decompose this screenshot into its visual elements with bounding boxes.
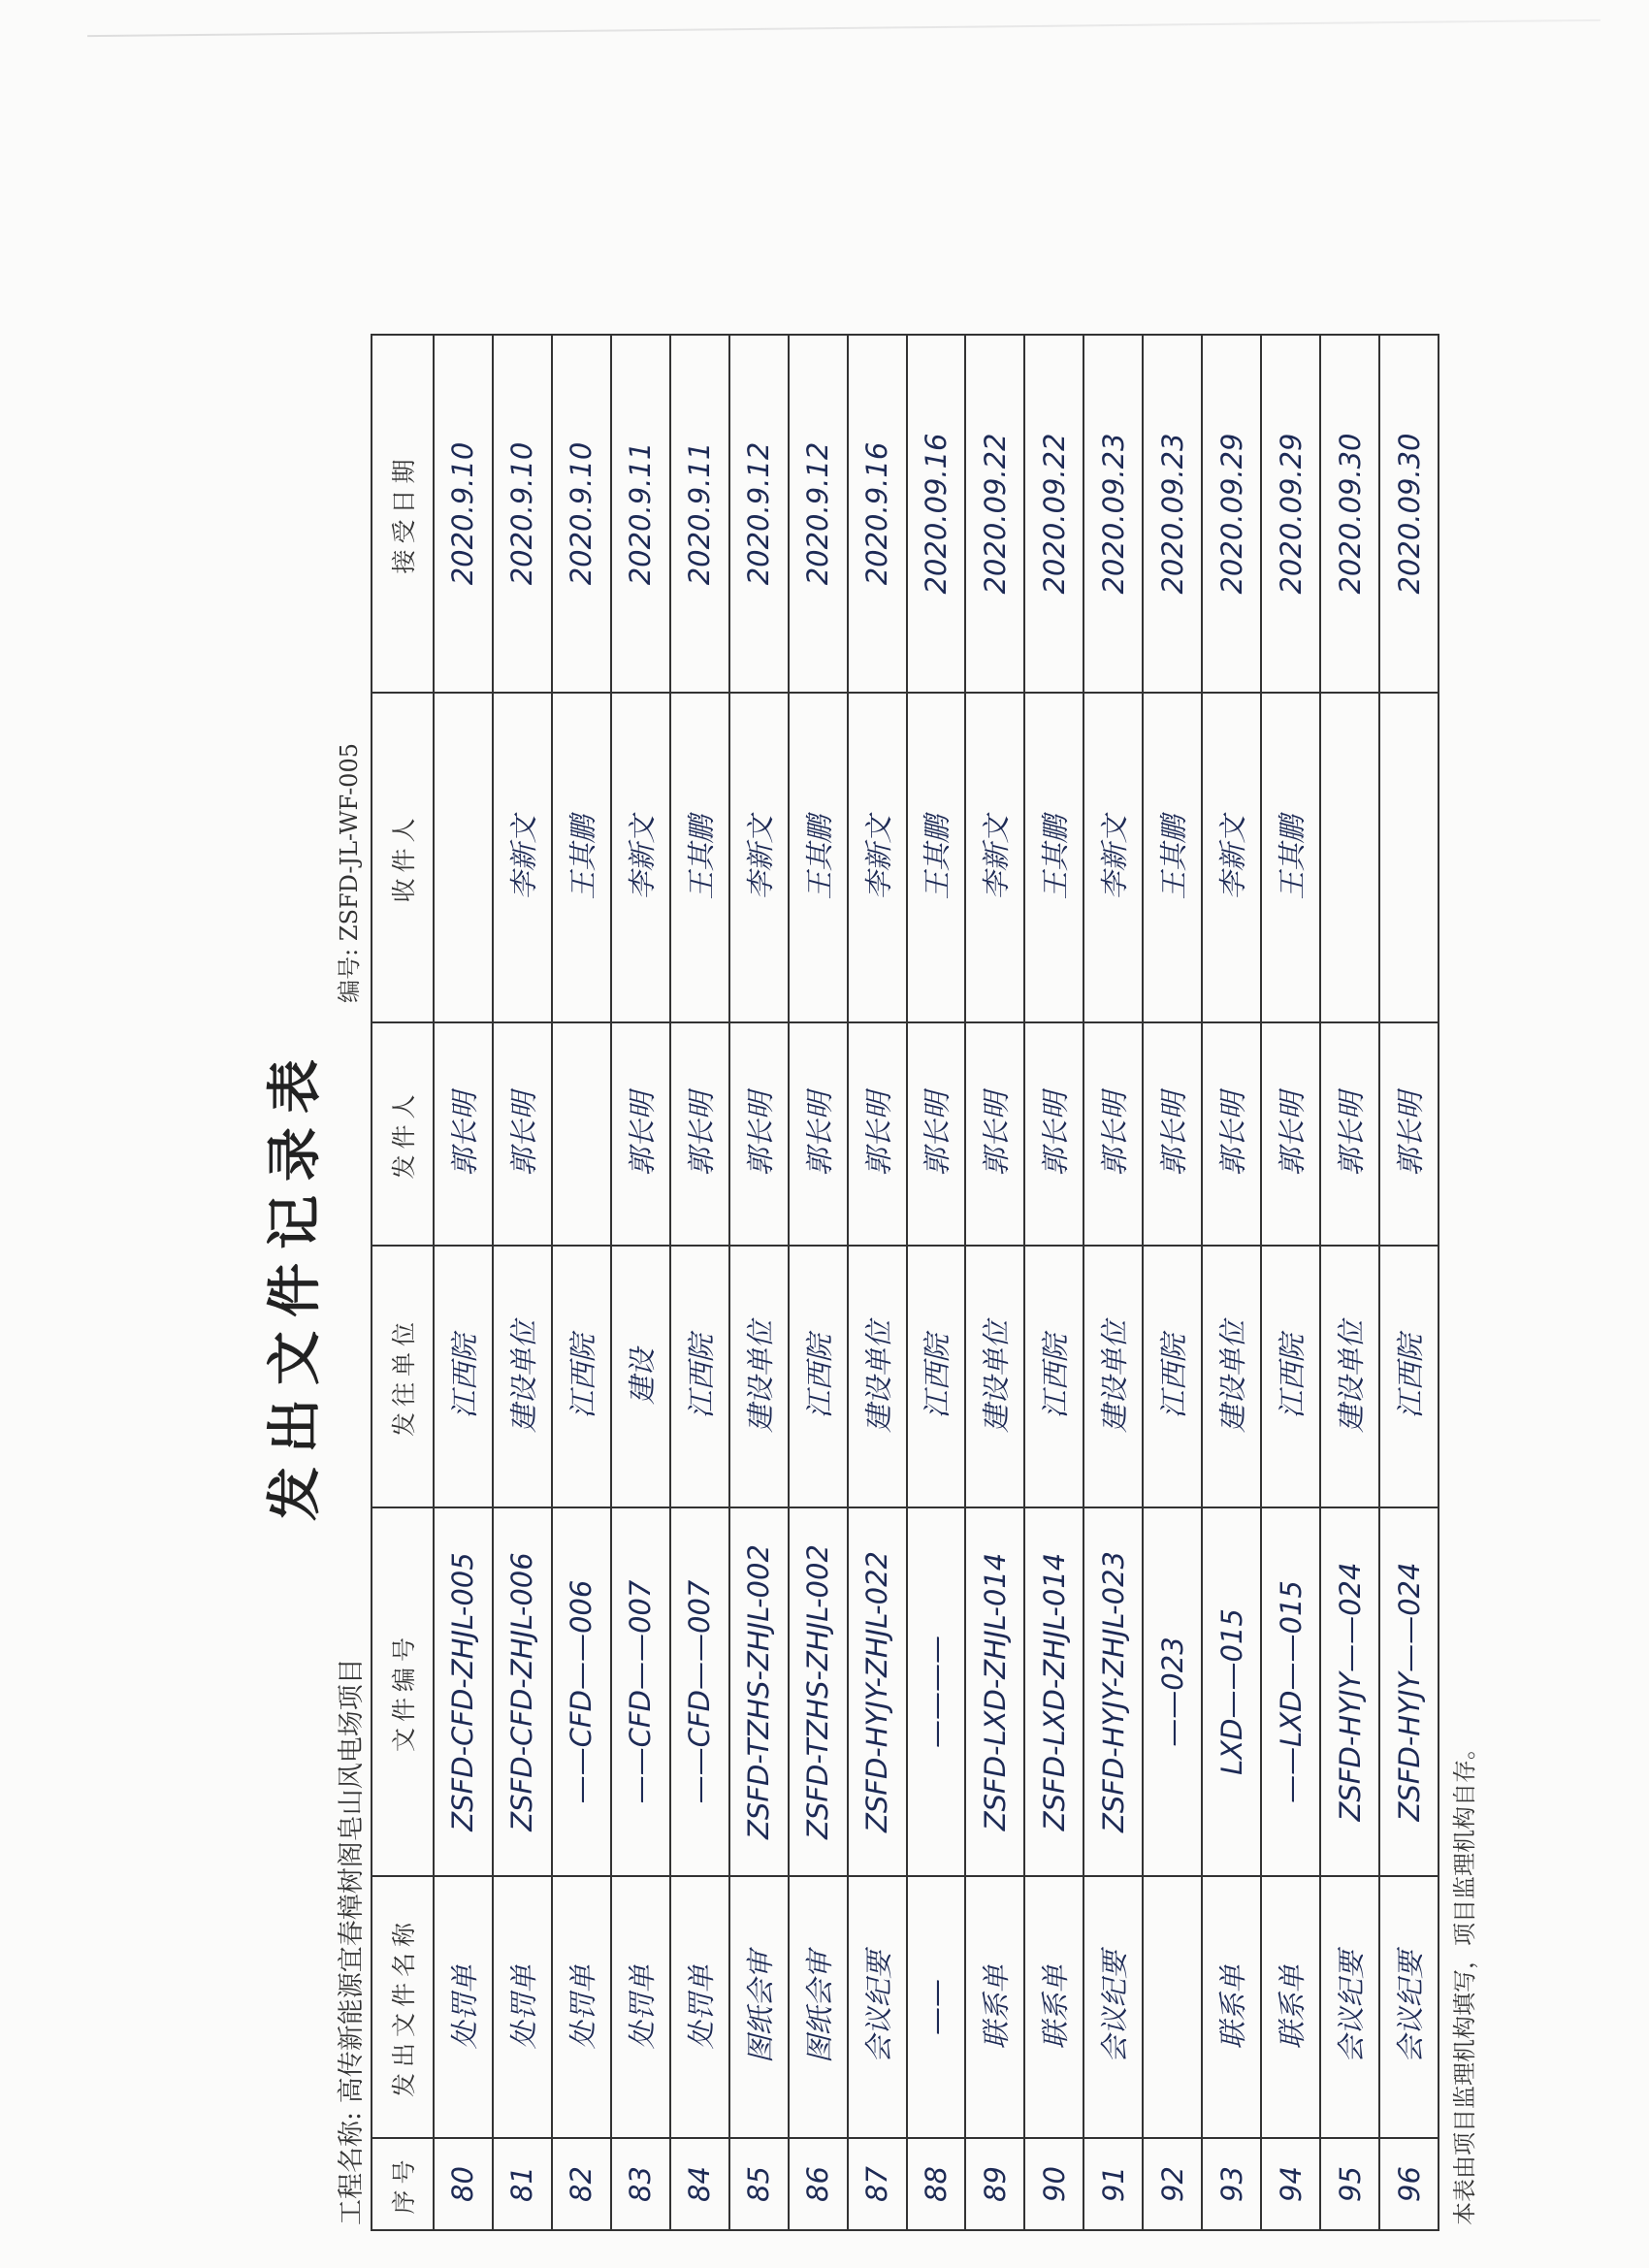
footer-note: 本表由项目监理机构填写，项目监理机构自存。 xyxy=(1451,1736,1478,2225)
receive-date-cell: 2020.9.16 xyxy=(848,335,907,693)
file-name-cell: 联系单 xyxy=(1024,1876,1083,2138)
receiver-cell: 李新文 xyxy=(493,693,552,1022)
table-row xyxy=(670,335,729,2230)
receiver-cell: 王其鹏 xyxy=(789,693,848,1022)
file-name-cell: 处罚单 xyxy=(611,1876,670,2138)
table-row xyxy=(965,335,1024,2230)
header-file-code: 文件编号 xyxy=(372,1507,434,1876)
table-row xyxy=(1379,335,1439,2230)
table-body xyxy=(434,335,1439,2230)
dest-unit-cell: 建设单位 xyxy=(1320,1246,1379,1507)
file-name-cell xyxy=(1143,1876,1202,2138)
table-row xyxy=(552,335,611,2230)
table-row xyxy=(493,335,552,2230)
dest-unit-cell: 江西院 xyxy=(1024,1246,1083,1507)
receiver-cell: 王其鹏 xyxy=(1261,693,1320,1022)
sender-cell: 郭长明 xyxy=(1143,1022,1202,1246)
sender-cell: 郭长明 xyxy=(611,1022,670,1246)
table-row xyxy=(1261,335,1320,2230)
receiver-cell: 李新文 xyxy=(1083,693,1143,1022)
receiver-cell: 王其鹏 xyxy=(907,693,966,1022)
table-header-row xyxy=(372,335,434,2230)
table-row xyxy=(907,335,966,2230)
file-code-cell: ZSFD-HYJY-ZHJL-022 xyxy=(848,1507,907,1876)
header-receiver: 收件人 xyxy=(372,693,434,1022)
header-date: 接受日期 xyxy=(372,335,434,693)
file-code-cell: ——LXD——015 xyxy=(1261,1507,1320,1876)
header-no: 序号 xyxy=(372,2138,434,2230)
header-dest-unit: 发往单位 xyxy=(372,1246,434,1507)
sender-cell xyxy=(552,1022,611,1246)
file-name-cell: 处罚单 xyxy=(493,1876,552,2138)
receive-date-cell: 2020.09.23 xyxy=(1083,335,1143,693)
file-code-cell: ——CFD——006 xyxy=(552,1507,611,1876)
receiver-cell: 王其鹏 xyxy=(552,693,611,1022)
receiver-cell: 王其鹏 xyxy=(670,693,729,1022)
sender-cell: 郭长明 xyxy=(848,1022,907,1246)
file-code-cell: ——CFD——007 xyxy=(611,1507,670,1876)
receive-date-cell: 2020.09.16 xyxy=(907,335,966,693)
row-number-cell: 81 xyxy=(493,2138,552,2230)
sender-cell: 郭长明 xyxy=(1320,1022,1379,1246)
file-code-cell: ZSFD-HYJY——024 xyxy=(1320,1507,1379,1876)
file-code-cell: ——023 xyxy=(1143,1507,1202,1876)
sender-cell: 郭长明 xyxy=(965,1022,1024,1246)
row-number-cell: 88 xyxy=(907,2138,966,2230)
receiver-cell: 李新文 xyxy=(848,693,907,1022)
sender-cell: 郭长明 xyxy=(1261,1022,1320,1246)
sender-cell: 郭长明 xyxy=(907,1022,966,1246)
table-row xyxy=(1024,335,1083,2230)
file-code-cell: ZSFD-CFD-ZHJL-006 xyxy=(493,1507,552,1876)
dest-unit-cell: 建设 xyxy=(611,1246,670,1507)
row-number-cell: 80 xyxy=(434,2138,493,2230)
table-row xyxy=(1202,335,1261,2230)
receive-date-cell: 2020.09.23 xyxy=(1143,335,1202,693)
code-label: 编号: xyxy=(336,948,363,1003)
file-code-cell: ZSFD-LXD-ZHJL-014 xyxy=(965,1507,1024,1876)
file-name-cell: 处罚单 xyxy=(670,1876,729,2138)
receive-date-cell: 2020.9.12 xyxy=(729,335,789,693)
receiver-cell: 王其鹏 xyxy=(1024,693,1083,1022)
record-table xyxy=(371,334,1439,2231)
receive-date-cell: 2020.09.30 xyxy=(1320,335,1379,693)
dest-unit-cell: 建设单位 xyxy=(965,1246,1024,1507)
row-number-cell: 96 xyxy=(1379,2138,1439,2230)
receive-date-cell: 2020.9.12 xyxy=(789,335,848,693)
receiver-cell: 李新文 xyxy=(611,693,670,1022)
row-number-cell: 87 xyxy=(848,2138,907,2230)
table-row xyxy=(729,335,789,2230)
file-name-cell: 图纸会审 xyxy=(729,1876,789,2138)
receiver-cell: 李新文 xyxy=(729,693,789,1022)
receive-date-cell: 2020.9.10 xyxy=(552,335,611,693)
file-code-cell: ———— xyxy=(907,1507,966,1876)
table-row xyxy=(848,335,907,2230)
scan-edge-line xyxy=(87,19,1600,37)
dest-unit-cell: 建设单位 xyxy=(729,1246,789,1507)
header-sender: 发件人 xyxy=(372,1022,434,1246)
table-row xyxy=(1320,335,1379,2230)
file-name-cell: 联系单 xyxy=(1202,1876,1261,2138)
receive-date-cell: 2020.9.10 xyxy=(434,335,493,693)
file-code-cell: ZSFD-LXD-ZHJL-014 xyxy=(1024,1507,1083,1876)
record-form xyxy=(252,336,1478,2231)
table-row xyxy=(611,335,670,2230)
form-code xyxy=(330,743,364,1003)
receive-date-cell: 2020.9.11 xyxy=(611,335,670,693)
file-name-cell: 图纸会审 xyxy=(789,1876,848,2138)
row-number-cell: 91 xyxy=(1083,2138,1143,2230)
receiver-cell: 李新文 xyxy=(965,693,1024,1022)
sender-cell: 郭长明 xyxy=(789,1022,848,1246)
file-code-cell: LXD——015 xyxy=(1202,1507,1261,1876)
receive-date-cell: 2020.09.22 xyxy=(1024,335,1083,693)
row-number-cell: 89 xyxy=(965,2138,1024,2230)
receiver-cell xyxy=(1379,693,1439,1022)
row-number-cell: 93 xyxy=(1202,2138,1261,2230)
sender-cell: 郭长明 xyxy=(434,1022,493,1246)
dest-unit-cell: 建设单位 xyxy=(1083,1246,1143,1507)
receive-date-cell: 2020.09.29 xyxy=(1202,335,1261,693)
receive-date-cell: 2020.09.22 xyxy=(965,335,1024,693)
receiver-cell xyxy=(1320,693,1379,1022)
row-number-cell: 95 xyxy=(1320,2138,1379,2230)
file-name-cell: 处罚单 xyxy=(552,1876,611,2138)
receive-date-cell: 2020.9.10 xyxy=(493,335,552,693)
file-code-cell: ——CFD——007 xyxy=(670,1507,729,1876)
file-code-cell: ZSFD-HYJY-ZHJL-023 xyxy=(1083,1507,1143,1876)
dest-unit-cell: 江西院 xyxy=(670,1246,729,1507)
dest-unit-cell: 江西院 xyxy=(907,1246,966,1507)
dest-unit-cell: 江西院 xyxy=(552,1246,611,1507)
file-code-cell: ZSFD-TZHS-ZHJL-002 xyxy=(729,1507,789,1876)
file-name-cell: 会议纪要 xyxy=(1379,1876,1439,2138)
row-number-cell: 83 xyxy=(611,2138,670,2230)
dest-unit-cell: 江西院 xyxy=(1379,1246,1439,1507)
project-line xyxy=(330,1658,368,2225)
receiver-cell: 李新文 xyxy=(1202,693,1261,1022)
row-number-cell: 86 xyxy=(789,2138,848,2230)
project-label: 工程名称: xyxy=(337,2111,367,2225)
row-number-cell: 85 xyxy=(729,2138,789,2230)
row-number-cell: 90 xyxy=(1024,2138,1083,2230)
file-name-cell: 会议纪要 xyxy=(1083,1876,1143,2138)
receive-date-cell: 2020.09.30 xyxy=(1379,335,1439,693)
dest-unit-cell: 江西院 xyxy=(1261,1246,1320,1507)
file-name-cell: —— xyxy=(907,1876,966,2138)
code-value: ZSFD-JL-WF-005 xyxy=(336,743,363,942)
row-number-cell: 84 xyxy=(670,2138,729,2230)
file-name-cell: 处罚单 xyxy=(434,1876,493,2138)
receiver-cell xyxy=(434,693,493,1022)
sender-cell: 郭长明 xyxy=(1202,1022,1261,1246)
receive-date-cell: 2020.09.29 xyxy=(1261,335,1320,693)
receive-date-cell: 2020.9.11 xyxy=(670,335,729,693)
file-code-cell: ZSFD-HYJY——024 xyxy=(1379,1507,1439,1876)
dest-unit-cell: 江西院 xyxy=(789,1246,848,1507)
dest-unit-cell: 建设单位 xyxy=(493,1246,552,1507)
table-row xyxy=(434,335,493,2230)
row-number-cell: 94 xyxy=(1261,2138,1320,2230)
sender-cell: 郭长明 xyxy=(670,1022,729,1246)
sender-cell: 郭长明 xyxy=(1379,1022,1439,1246)
table-row xyxy=(1083,335,1143,2230)
sender-cell: 郭长明 xyxy=(1083,1022,1143,1246)
receiver-cell: 王其鹏 xyxy=(1143,693,1202,1022)
table-row xyxy=(789,335,848,2230)
header-file-name: 发出文件名称 xyxy=(372,1876,434,2138)
table-row xyxy=(1143,335,1202,2230)
file-code-cell: ZSFD-CFD-ZHJL-005 xyxy=(434,1507,493,1876)
file-name-cell: 会议纪要 xyxy=(848,1876,907,2138)
sender-cell: 郭长明 xyxy=(729,1022,789,1246)
dest-unit-cell: 建设单位 xyxy=(848,1246,907,1507)
form-title: 发出文件记录表 xyxy=(263,1046,327,1521)
row-number-cell: 82 xyxy=(552,2138,611,2230)
row-number-cell: 92 xyxy=(1143,2138,1202,2230)
dest-unit-cell: 江西院 xyxy=(1143,1246,1202,1507)
file-name-cell: 联系单 xyxy=(1261,1876,1320,2138)
sender-cell: 郭长明 xyxy=(493,1022,552,1246)
dest-unit-cell: 江西院 xyxy=(434,1246,493,1507)
file-name-cell: 会议纪要 xyxy=(1320,1876,1379,2138)
file-code-cell: ZSFD-TZHS-ZHJL-002 xyxy=(789,1507,848,1876)
dest-unit-cell: 建设单位 xyxy=(1202,1246,1261,1507)
file-name-cell: 联系单 xyxy=(965,1876,1024,2138)
project-name: 高传新能源宜春樟树阁皂山风电场项目 xyxy=(337,1658,367,2104)
sender-cell: 郭长明 xyxy=(1024,1022,1083,1246)
